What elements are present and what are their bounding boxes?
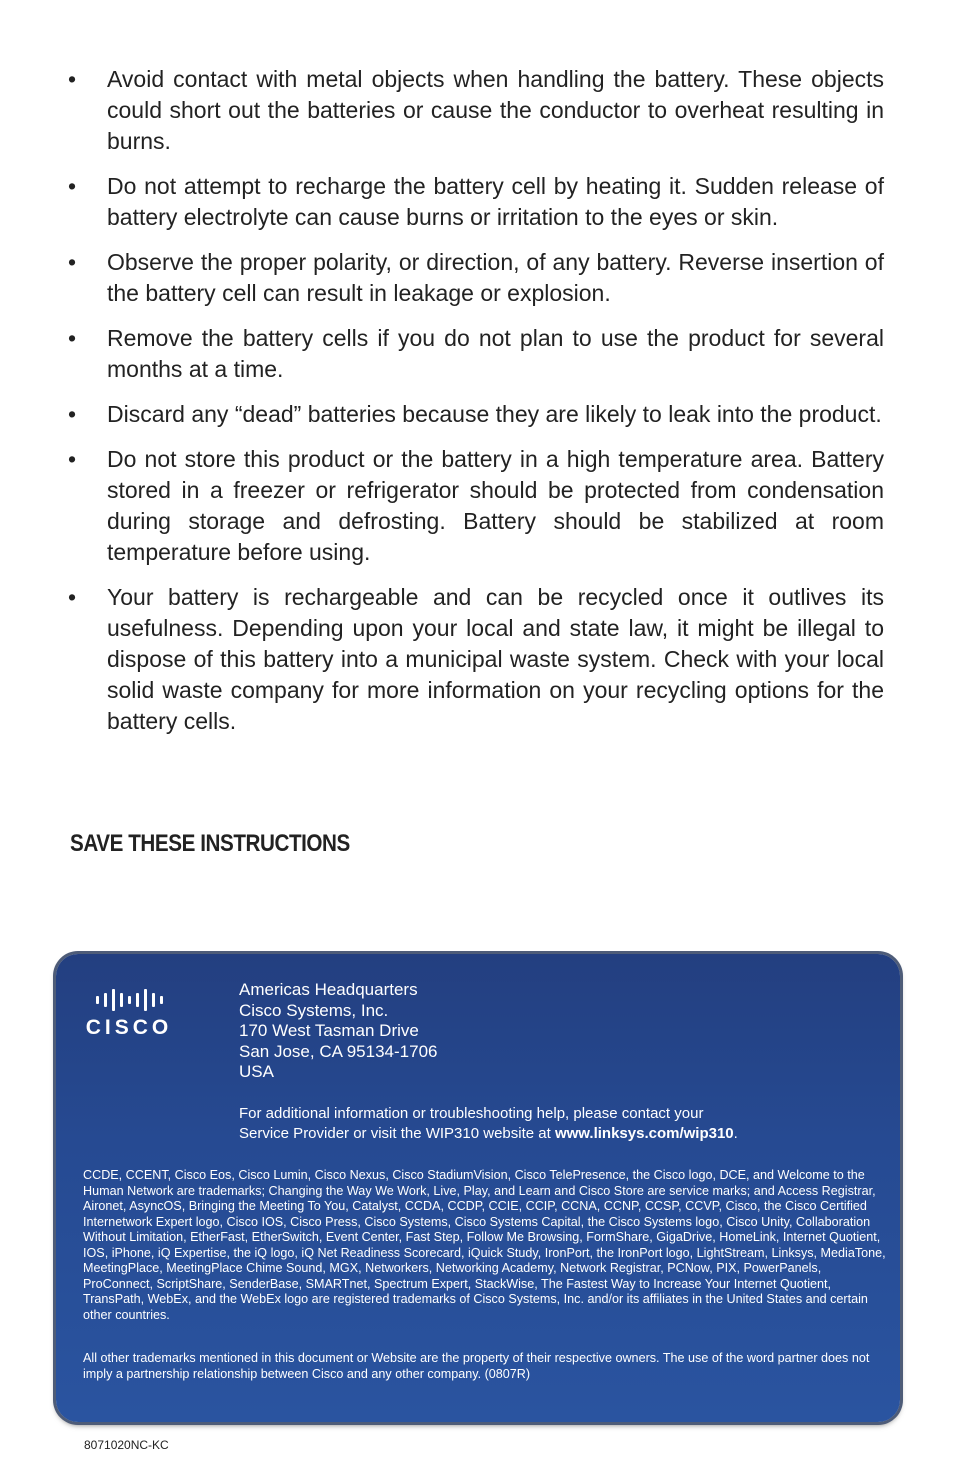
trademarks-notice: CCDE, CCENT, Cisco Eos, Cisco Lumin, Cisco Nexus, Cisco StadiumVision, Cisco TelePresence, the Cisco logo, DCE, and Welcome to the Human Network are trademarks; Changing the Way We Work, Live, Play, and Learn and Cisco Store are service marks; and Access Registrar, Aironet, AsyncOS, Bringing the Meeting To You, Catalyst, CCDA, CCDP, CCIE, CCIP, CCNA, CCNP, CCSP, CCVP, Cisco, the Cisco Certified Internetwork Expert logo, Cisco IOS, Cisco Press, Cisco Systems, Cisco Systems Capital, the Cisco Systems logo, Cisco Unity, Collaboration Without Limitation, EtherFast, EtherSwitch, Event Center, Fast Step, Follow Me Browsing, FormShare, GigaDrive, HomeLink, Internet Quotient, IOS, iPhone, iQ Expertise, the iQ logo, iQ Net Readiness Scorecard, iQuick Study, IronPort, the IronPort logo, LightStream, Linksys, MediaTone, MeetingPlace, MeetingPlace Chime Sound, MGX, Networkers, Networking Academy, Network Registrar, PCNow, PIX, PowerPanels, ProConnect, ScriptShare, SenderBase, SMARTnet, Spectrum Expert, StackWise, The Fastest Way to Increase Your Internet Quotient, TransPath, WebEx, and the WebEx logo are registered trademarks of Cisco Systems, Inc. and/or its affiliates in the United States and certain other countries. [83, 1168, 886, 1322]
headquarters-address [239, 980, 437, 1083]
list-item [62, 399, 884, 430]
bullet-text: Avoid contact with metal objects when handling the battery. These objects could short out the batteries or cause the conductor to overheat resulting in burns. [107, 66, 884, 154]
support-suffix: . [733, 1125, 738, 1142]
address-line: Americas Headquarters [239, 980, 418, 999]
cisco-logo [84, 986, 174, 1042]
battery-safety-list [62, 64, 884, 751]
bullet-symbol: • [68, 325, 77, 351]
address-line: San Jose, CA 95134-1706 [239, 1041, 438, 1061]
cisco-bars-icon [84, 986, 174, 1014]
bullet-symbol: • [68, 173, 77, 199]
bullet-text: Do not attempt to recharge the battery cell by heating it. Sudden release of battery electrolyte can cause burns or irritation to the eyes or skin. [107, 173, 884, 230]
bullet-text: Discard any “dead” batteries because they are likely to leak into the product. [107, 401, 882, 427]
list-item [62, 444, 884, 568]
address-line: 170 West Tasman Drive [239, 1021, 419, 1041]
save-instructions-heading: SAVE THESE INSTRUCTIONS [70, 830, 350, 857]
support-prefix: Service Provider or visit the WIP310 website at [239, 1125, 555, 1142]
bullet-symbol: • [68, 446, 77, 472]
bullet-symbol: • [68, 584, 77, 610]
bullet-symbol: • [68, 401, 77, 427]
bullet-text: Your battery is rechargeable and can be recycled once it outlives its usefulness. Depending upon your local and state law, it might be illegal to dispose of this battery into a municipal waste system. Check with your local solid waste company for more information on your recycling options for the battery cells. [107, 584, 884, 734]
list-item [62, 323, 884, 385]
bullet-text: Observe the proper polarity, or direction, of any battery. Reverse insertion of the battery cell can result in leakage or explosion. [107, 249, 884, 306]
support-line [239, 1124, 738, 1144]
bullet-symbol: • [68, 249, 77, 275]
list-item [62, 64, 884, 157]
list-item [62, 247, 884, 309]
support-line: For additional information or troubleshooting help, please contact your [239, 1105, 704, 1122]
cisco-info-panel [56, 954, 900, 1422]
website-link[interactable]: www.linksys.com/wip310 [554, 1125, 734, 1142]
bullet-symbol: • [68, 66, 77, 92]
other-trademarks-notice: All other trademarks mentioned in this document or Website are the property of their respective owners. The use of the word partner does not imply a partnership relationship between Cisco and any other company. (0807R) [83, 1351, 870, 1381]
bullet-text: Do not store this product or the battery in a high temperature area. Battery stored in a freezer or refrigerator should be protected from condensation during storage and defrosting. Battery should be stabilized at room temperature before using. [107, 446, 884, 565]
list-item [62, 171, 884, 233]
document-number: 8071020NC-KC [84, 1438, 169, 1452]
support-info [239, 1104, 738, 1144]
bullet-text: Remove the battery cells if you do not plan to use the product for several months at a time. [107, 325, 884, 382]
list-item [62, 582, 884, 737]
cisco-wordmark: CISCO [85, 1016, 173, 1039]
address-line: USA [239, 1062, 274, 1082]
address-line: Cisco Systems, Inc. [239, 1000, 389, 1020]
